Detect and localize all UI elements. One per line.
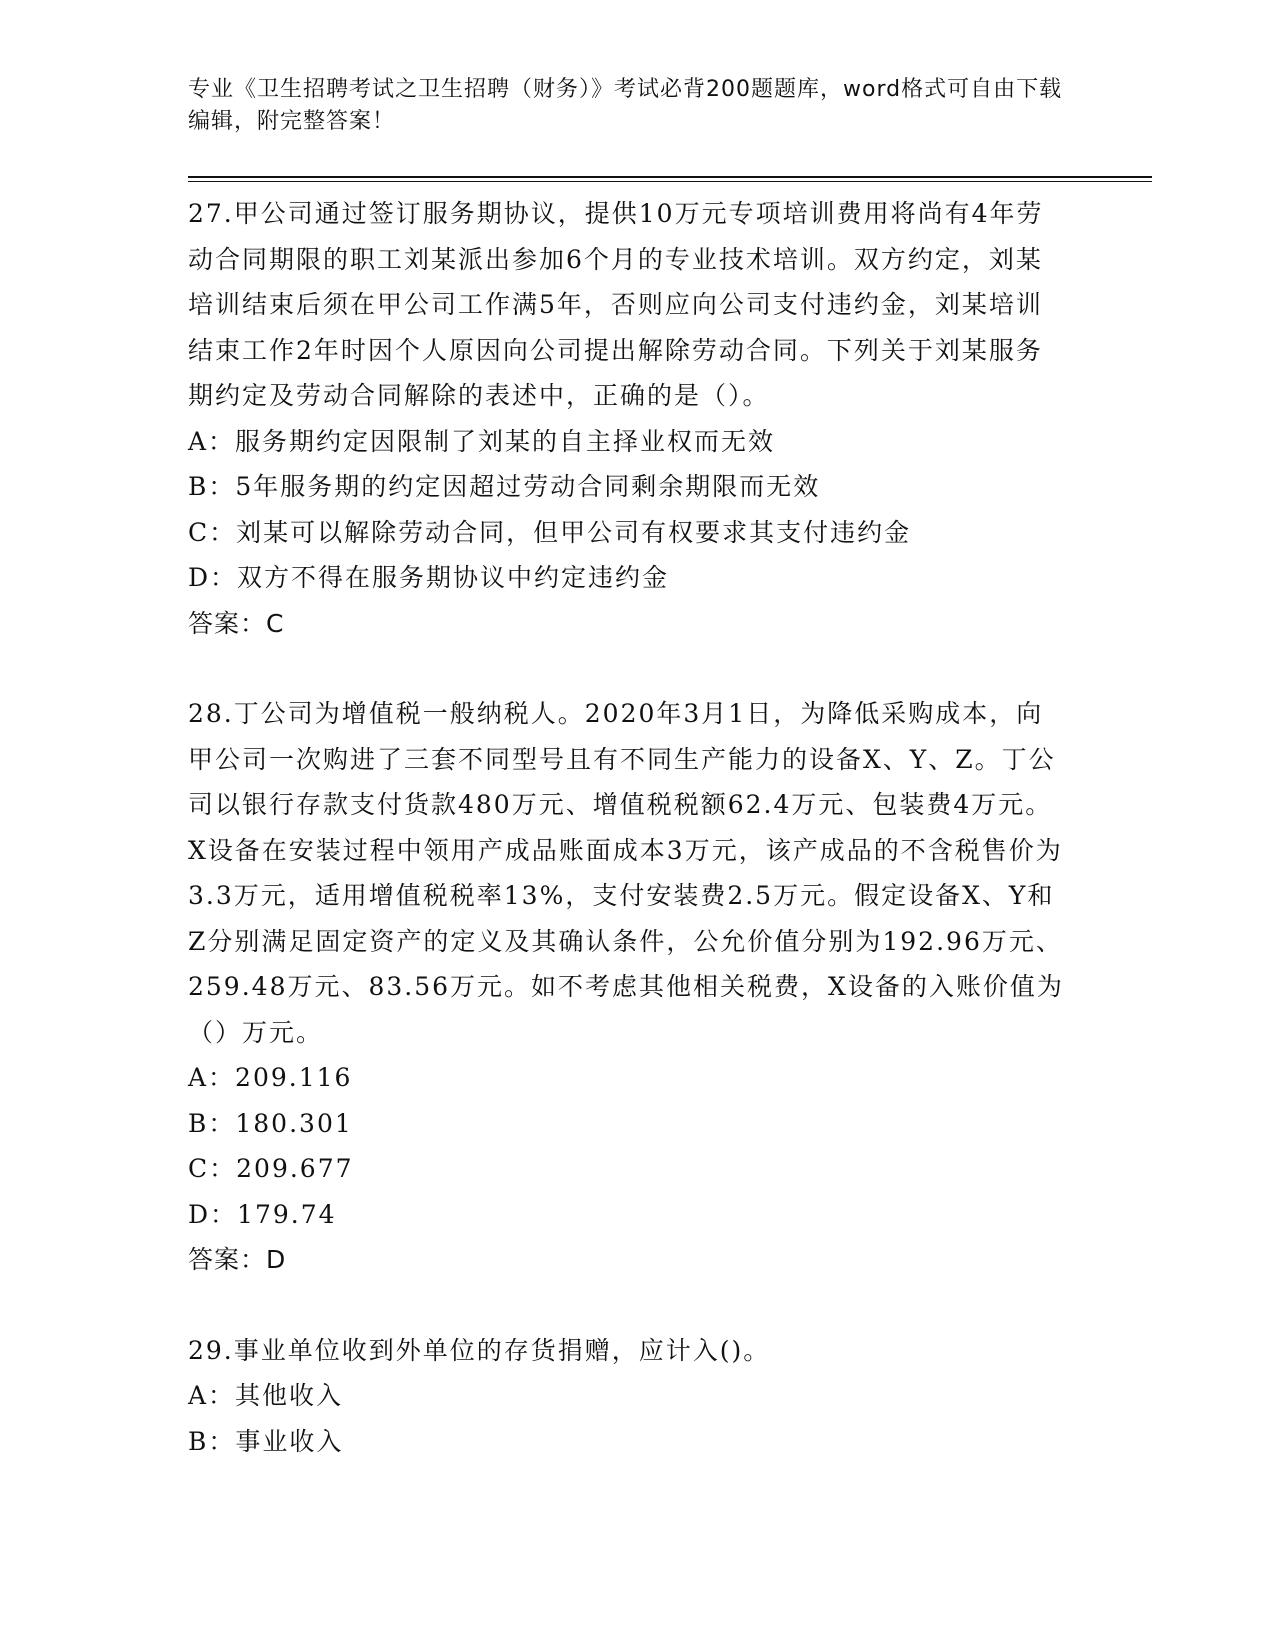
spacer [188, 1283, 1068, 1328]
option-d: D：179.74 [188, 1199, 337, 1229]
option-d: D：双方不得在服务期协议中约定违约金 [188, 563, 670, 592]
header-divider-thick [188, 176, 1152, 178]
question-list [188, 191, 1068, 1464]
document-header [188, 74, 1068, 138]
spacer [188, 646, 1068, 691]
question-stem: 29.事业单位收到外单位的存货捐赠，应计入()。 [188, 1335, 771, 1365]
option-c: C：刘某可以解除劳动合同，但甲公司有权要求其支付违约金 [188, 517, 912, 547]
question-27 [188, 191, 1068, 646]
option-a: A：服务期约定因限制了刘某的自主择业权而无效 [188, 426, 776, 456]
option-c: C：209.677 [188, 1154, 354, 1183]
option-a: A：其他收入 [188, 1381, 344, 1410]
option-b: B：180.301 [188, 1108, 353, 1138]
question-stem: 27.甲公司通过签订服务期协议，提供10万元专项培训费用将尚有4年劳动合同期限的职工刘某派出参加6个月的专业技术培训。双方约定，刘某培训结束后须在甲公司工作满5年，否则应向公司支付违约金，刘某培训结束工作2年时因个人原因向公司提出解除劳动合同。下列关于刘某服务期约定及劳动合同解除的表述中，正确的是（）。 [188, 199, 1044, 410]
question-stem: 28.丁公司为增值税一般纳税人。2020年3月1日，为降低采购成本，向甲公司一次购进了三套不同型号且有不同生产能力的设备X、Y、Z。丁公司以银行存款支付货款480万元、增值税税额62.4万元、包装费4万元。X设备在安装过程中领用产成品账面成本3万元，该产成品的不含税售价为3.3万元，适用增值税税率13%，支付安装费2.5万元。假定设备X、Y和Z分别满足固定资产的定义及其确认条件，公允价值分别为192.96万元、259.48万元、83.56万元。如不考虑其他相关税费，X设备的入账价值为（）万元。 [188, 699, 1064, 1047]
question-28 [188, 691, 1068, 1283]
option-b: B：事业收入 [188, 1426, 344, 1456]
answer: 答案：D [188, 1245, 287, 1274]
header-text: 专业《卫生招聘考试之卫生招聘（财务）》考试必背200题题库，word格式可自由下载编辑，附完整答案！ [188, 77, 1063, 134]
header-divider-thin [188, 181, 1152, 182]
question-29 [188, 1328, 1068, 1465]
answer: 答案：C [188, 608, 285, 638]
option-b: B：5年服务期的约定因超过劳动合同剩余期限而无效 [188, 472, 821, 501]
option-a: A：209.116 [188, 1063, 353, 1092]
